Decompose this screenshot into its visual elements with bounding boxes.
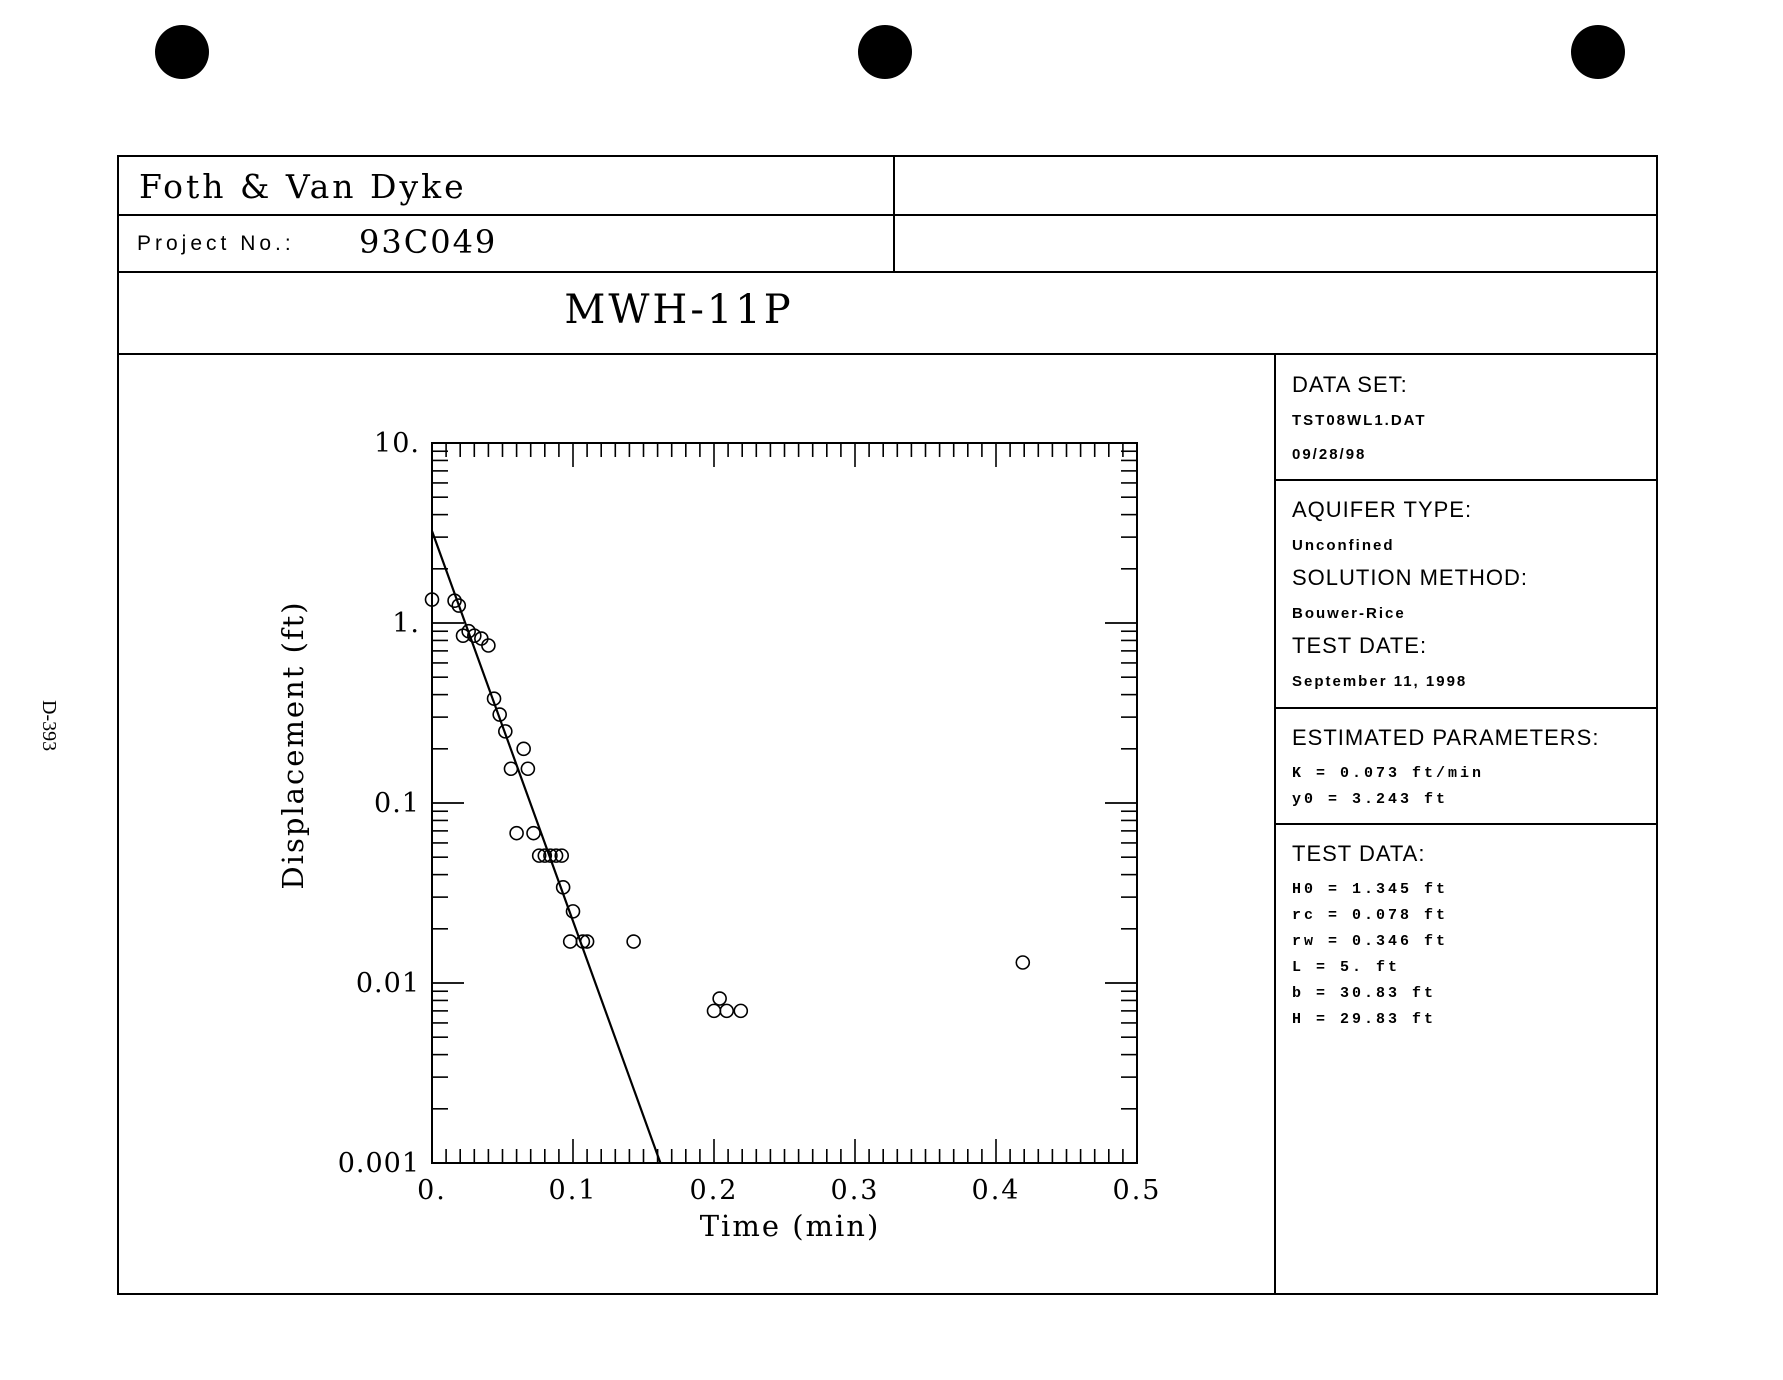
project-number-label: Project No.: xyxy=(137,232,295,255)
y-tick-label: 0.1 xyxy=(374,788,420,819)
test-data-h0: H0 = 1.345 ft xyxy=(1292,881,1449,898)
x-tick-label: 0.5 xyxy=(1112,1175,1162,1206)
x-tick-label: 0. xyxy=(417,1175,447,1206)
x-axis-label: Time (min) xyxy=(699,1209,881,1243)
x-tick-labels xyxy=(417,1175,1161,1206)
plot-area-border xyxy=(432,443,1137,1163)
test-data-h: H = 29.83 ft xyxy=(1292,1011,1437,1028)
x-tick-label: 0.1 xyxy=(548,1175,598,1206)
y-axis-label: Displacement (ft) xyxy=(276,600,310,890)
data-set-date: 09/28/98 xyxy=(1292,446,1367,463)
data-point xyxy=(720,1004,733,1017)
data-set-heading: DATA SET: xyxy=(1292,372,1408,397)
estimated-parameters-heading: ESTIMATED PARAMETERS: xyxy=(1292,725,1600,750)
test-data-l: L = 5. ft xyxy=(1292,959,1401,976)
test-data-rw: rw = 0.346 ft xyxy=(1292,933,1449,950)
aquifer-type-value: Unconfined xyxy=(1292,537,1395,554)
x-tick-label: 0.2 xyxy=(689,1175,739,1206)
test-date-heading: TEST DATE: xyxy=(1292,633,1428,658)
solution-method-value: Bouwer-Rice xyxy=(1292,605,1406,622)
parameter-k: K = 0.073 ft/min xyxy=(1292,765,1485,782)
data-points xyxy=(426,593,1030,1017)
data-point xyxy=(510,827,523,840)
solution-method-heading: SOLUTION METHOD: xyxy=(1292,565,1529,590)
well-name-title: MWH-11P xyxy=(564,287,794,333)
data-point xyxy=(482,639,495,652)
data-point xyxy=(734,1004,747,1017)
x-tick-label: 0.4 xyxy=(971,1175,1021,1206)
x-tick-label: 0.3 xyxy=(830,1175,880,1206)
data-point xyxy=(517,742,530,755)
data-point xyxy=(627,935,640,948)
y-tick-labels xyxy=(338,428,420,1179)
data-set-file: TST08WL1.DAT xyxy=(1292,412,1427,429)
test-date-value: September 11, 1998 xyxy=(1292,673,1468,690)
project-number: 93C049 xyxy=(359,223,498,261)
test-data-rc: rc = 0.078 ft xyxy=(1292,907,1449,924)
test-data-b: b = 30.83 ft xyxy=(1292,985,1437,1002)
y-tick-label: 0.01 xyxy=(355,968,420,999)
data-point xyxy=(713,992,726,1005)
data-point xyxy=(564,935,577,948)
page-number-label: D-393 xyxy=(38,700,60,752)
aquifer-type-heading: AQUIFER TYPE: xyxy=(1292,497,1473,522)
test-data-heading: TEST DATA: xyxy=(1292,841,1426,866)
data-point xyxy=(521,762,534,775)
y-tick-label: 1. xyxy=(392,608,420,639)
company-name: Foth & Van Dyke xyxy=(139,167,467,206)
data-point xyxy=(527,827,540,840)
y-tick-label: 0.001 xyxy=(337,1148,420,1179)
data-point xyxy=(1016,956,1029,969)
data-point xyxy=(504,762,517,775)
axis-ticks xyxy=(432,443,1137,1163)
y-tick-label: 10. xyxy=(374,428,420,459)
data-point xyxy=(708,1004,721,1017)
parameter-y0: y0 = 3.243 ft xyxy=(1292,791,1449,808)
